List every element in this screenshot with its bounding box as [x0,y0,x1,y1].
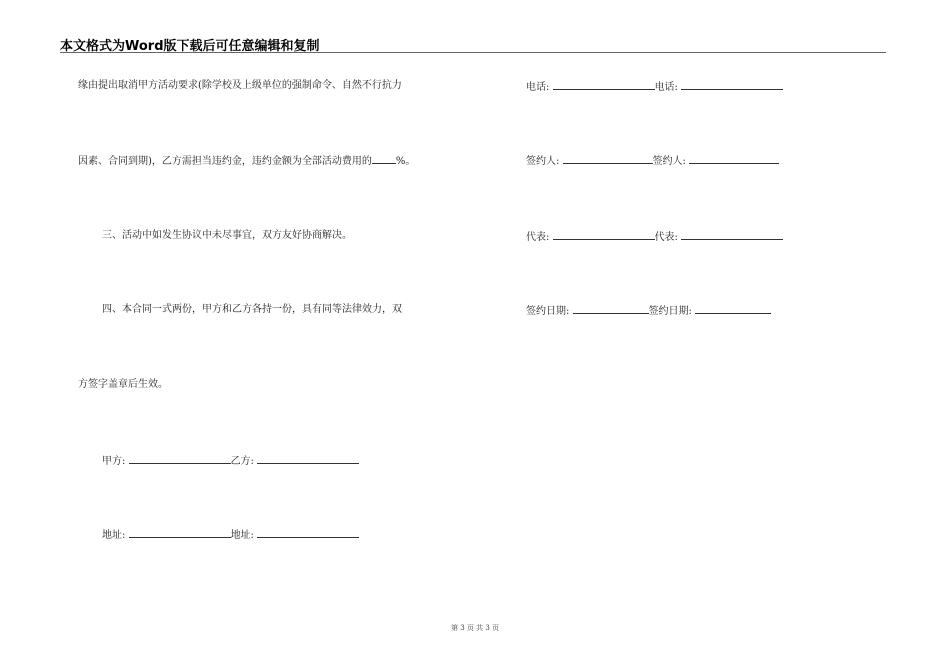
party-b-label: 乙方: [230,456,254,467]
signer-a-field[interactable] [563,153,653,164]
address-row [102,527,359,543]
phone-a-field[interactable] [553,79,655,90]
party-row [102,453,359,469]
header-divider [60,52,886,53]
percent-sign: %。 [395,156,416,167]
clause-three: 三、活动中如发生协议中未尽事宜，双方友好协商解决。 [102,230,352,241]
phone-b-label: 电话: [654,82,678,93]
date-b-label: 签约日期: [648,306,692,317]
party-b-field[interactable] [257,453,359,464]
clause-text-line [78,153,415,169]
signer-row [526,153,779,169]
date-a-field[interactable] [573,303,649,314]
address-b-field[interactable] [257,527,359,538]
document-header-title: 本文格式为Word版下载后可任意编辑和复制 [60,39,320,54]
date-b-field[interactable] [695,303,771,314]
address-a-field[interactable] [129,527,231,538]
rep-a-field[interactable] [553,229,655,240]
clause-four-line: 方签字盖章后生效。 [78,379,168,390]
signer-b-label: 签约人: [652,156,686,167]
party-a-field[interactable] [129,453,231,464]
representative-row [526,229,783,245]
clause-four-line: 四、本合同一式两份，甲方和乙方各持一份，具有同等法律效力，双 [102,304,402,315]
phone-row [526,79,783,95]
rep-a-label: 代表: [526,232,550,243]
rep-b-label: 代表: [654,232,678,243]
address-a-label: 地址: [102,530,126,541]
clause-text-line: 缘由提出取消甲方活动要求(除学校及上级单位的强制命令、自然不行抗力 [78,80,402,91]
page-number: 第 3 页 共 3 页 [450,624,500,632]
date-a-label: 签约日期: [526,306,570,317]
clause-text: 因素、合同到期)，乙方需担当违约金，违约金额为全部活动费用的 [78,156,372,167]
penalty-percent-blank[interactable] [372,153,396,164]
rep-b-field[interactable] [681,229,783,240]
signer-a-label: 签约人: [526,156,560,167]
phone-b-field[interactable] [681,79,783,90]
sign-date-row [526,303,771,319]
party-a-label: 甲方: [102,456,126,467]
address-b-label: 地址: [230,530,254,541]
signer-b-field[interactable] [689,153,779,164]
phone-a-label: 电话: [526,82,550,93]
